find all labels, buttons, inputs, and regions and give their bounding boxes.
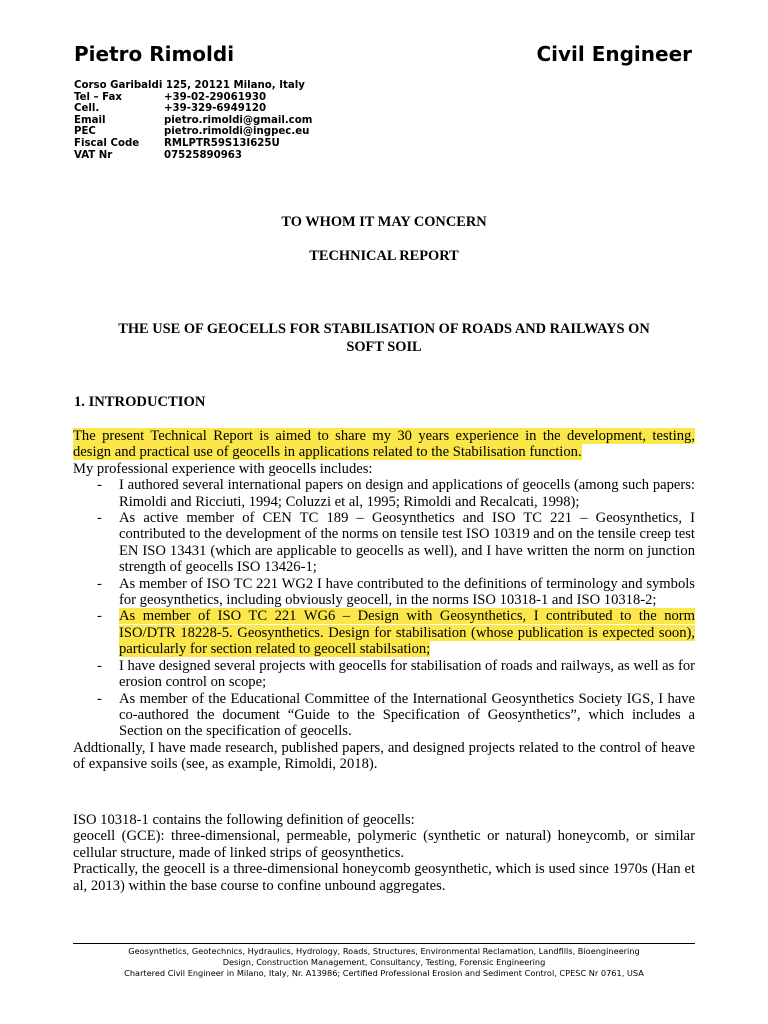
list-item bbox=[73, 576, 695, 609]
footer-line: Design, Construction Management, Consultancy, Testing, Forensic Engineering bbox=[222, 957, 546, 967]
list-item-text: As member of the Educational Committee of the International Geosynthetics Society IGS, I have co-authored the document “Guide to the Specification of Geosynthetics”, which includes a Section on the specification of geocells. bbox=[119, 690, 695, 740]
contact-value: RMLPTR59S13I625U bbox=[164, 137, 280, 149]
report-heading: TECHNICAL REPORT bbox=[309, 248, 459, 264]
intro-paragraph bbox=[73, 428, 695, 461]
list-dash: - bbox=[97, 575, 102, 592]
author-title: Civil Engineer bbox=[536, 42, 692, 66]
list-item-text: As member of ISO TC 221 WG2 I have contributed to the definitions of terminology and symbols for geosynthetics, including obviously geocell, in the norms ISO 10318-1 and ISO 10318-2; bbox=[119, 575, 695, 609]
letterhead bbox=[74, 42, 692, 72]
list-item bbox=[73, 608, 695, 657]
list-item-text: I have designed several projects with geocells for stabilisation of roads and railways, as well as for erosion control on scope; bbox=[119, 657, 695, 691]
subject-heading bbox=[74, 321, 694, 356]
contact-label: Fiscal Code bbox=[74, 137, 140, 149]
experience-list bbox=[73, 477, 695, 740]
contact-label: Cell. bbox=[74, 103, 100, 115]
list-item bbox=[73, 477, 695, 510]
additional-paragraph: Addtionally, I have made research, published papers, and designed projects related to the control of heave of expansive soils (see, as example, Rimoldi, 2018). bbox=[73, 739, 695, 773]
author-name: Pietro Rimoldi bbox=[74, 42, 235, 66]
contact-address-text: Corso Garibaldi 125, 20121 Milano, Italy bbox=[74, 80, 305, 91]
section-heading: 1. INTRODUCTION bbox=[74, 394, 206, 410]
footer-line: Geosynthetics, Geotechnics, Hydraulics, Hydrology, Roads, Structures, Environmental Reclamation, Landfills, Bioengineering bbox=[128, 946, 640, 956]
list-item bbox=[73, 691, 695, 740]
introduction-body bbox=[73, 428, 695, 773]
highlighted-text: The present Technical Report is aimed to share my 30 years experience in the development, testing, design and practical use of geocells in applications related to the Stabilisation function. bbox=[73, 428, 695, 461]
contact-label: Tel – Fax bbox=[74, 91, 122, 103]
list-item-text: I authored several international papers on design and applications of geocells (among such papers: Rimoldi and Ricciuti, 1994; Coluzzi et al, 1995; Rimoldi and Recalcati, 1998); bbox=[119, 477, 695, 510]
highlighted-list-item-text: As member of ISO TC 221 WG6 – Design with Geosynthetics, I contributed to the norm ISO/DTR 18228-5. Geosynthetics. Design for stabilisation (whose publication is expected soon), particularly for section related to geocell stabilsation; bbox=[119, 608, 695, 658]
footer-line: Chartered Civil Engineer in Milano, Italy, Nr. A13986; Certified Professional Erosion and Sediment Control, CPESC Nr 0761, USA bbox=[124, 968, 644, 978]
definition-line: ISO 10318-1 contains the following definition of geocells: bbox=[73, 812, 415, 828]
definition-body bbox=[73, 812, 695, 894]
contact-label: Email bbox=[74, 114, 106, 126]
definition-line: Practically, the geocell is a three-dimensional honeycomb geosynthetic, which is used since 1970s (Han et al, 2013) within the base course to confine unbound aggregates. bbox=[73, 861, 695, 894]
list-dash: - bbox=[97, 510, 102, 527]
contact-label: PEC bbox=[74, 126, 96, 138]
subject-line: THE USE OF GEOCELLS FOR STABILISATION OF ROADS AND RAILWAYS ON bbox=[118, 321, 650, 337]
contact-value: +39-02-29061930 bbox=[164, 91, 267, 103]
footer bbox=[73, 946, 695, 979]
list-dash: - bbox=[97, 657, 102, 674]
definition-line: geocell (GCE): three-dimensional, permeable, polymeric (synthetic or natural) honeycomb, or similar cellular structure, made of linked strips of geosynthetics. bbox=[73, 828, 695, 861]
contact-label: VAT Nr bbox=[74, 149, 113, 161]
contact-value: +39-329-6949120 bbox=[164, 103, 267, 115]
list-item bbox=[73, 658, 695, 691]
contact-value: pietro.rimoldi@ingpec.eu bbox=[164, 126, 310, 138]
contact-value: 07525890963 bbox=[164, 149, 242, 161]
list-dash: - bbox=[97, 608, 102, 625]
list-item-text: As active member of CEN TC 189 – Geosynthetics and ISO TC 221 – Geosynthetics, I contributed to the development of the norms on tensile test ISO 10319 and on the tensile creep test EN ISO 13431 (which are applicable to geocells as well), and I have written the norm on junction strength of geocells ISO 13426-1; bbox=[119, 510, 695, 576]
list-dash: - bbox=[97, 477, 102, 494]
list-dash: - bbox=[97, 690, 102, 707]
list-item bbox=[73, 510, 695, 576]
contact-value: pietro.rimoldi@gmail.com bbox=[164, 114, 313, 126]
salutation-heading: TO WHOM IT MAY CONCERN bbox=[281, 214, 487, 230]
intro-lead: My professional experience with geocells includes: bbox=[73, 460, 373, 477]
subject-line: SOFT SOIL bbox=[346, 338, 422, 355]
footer-divider bbox=[73, 943, 695, 944]
